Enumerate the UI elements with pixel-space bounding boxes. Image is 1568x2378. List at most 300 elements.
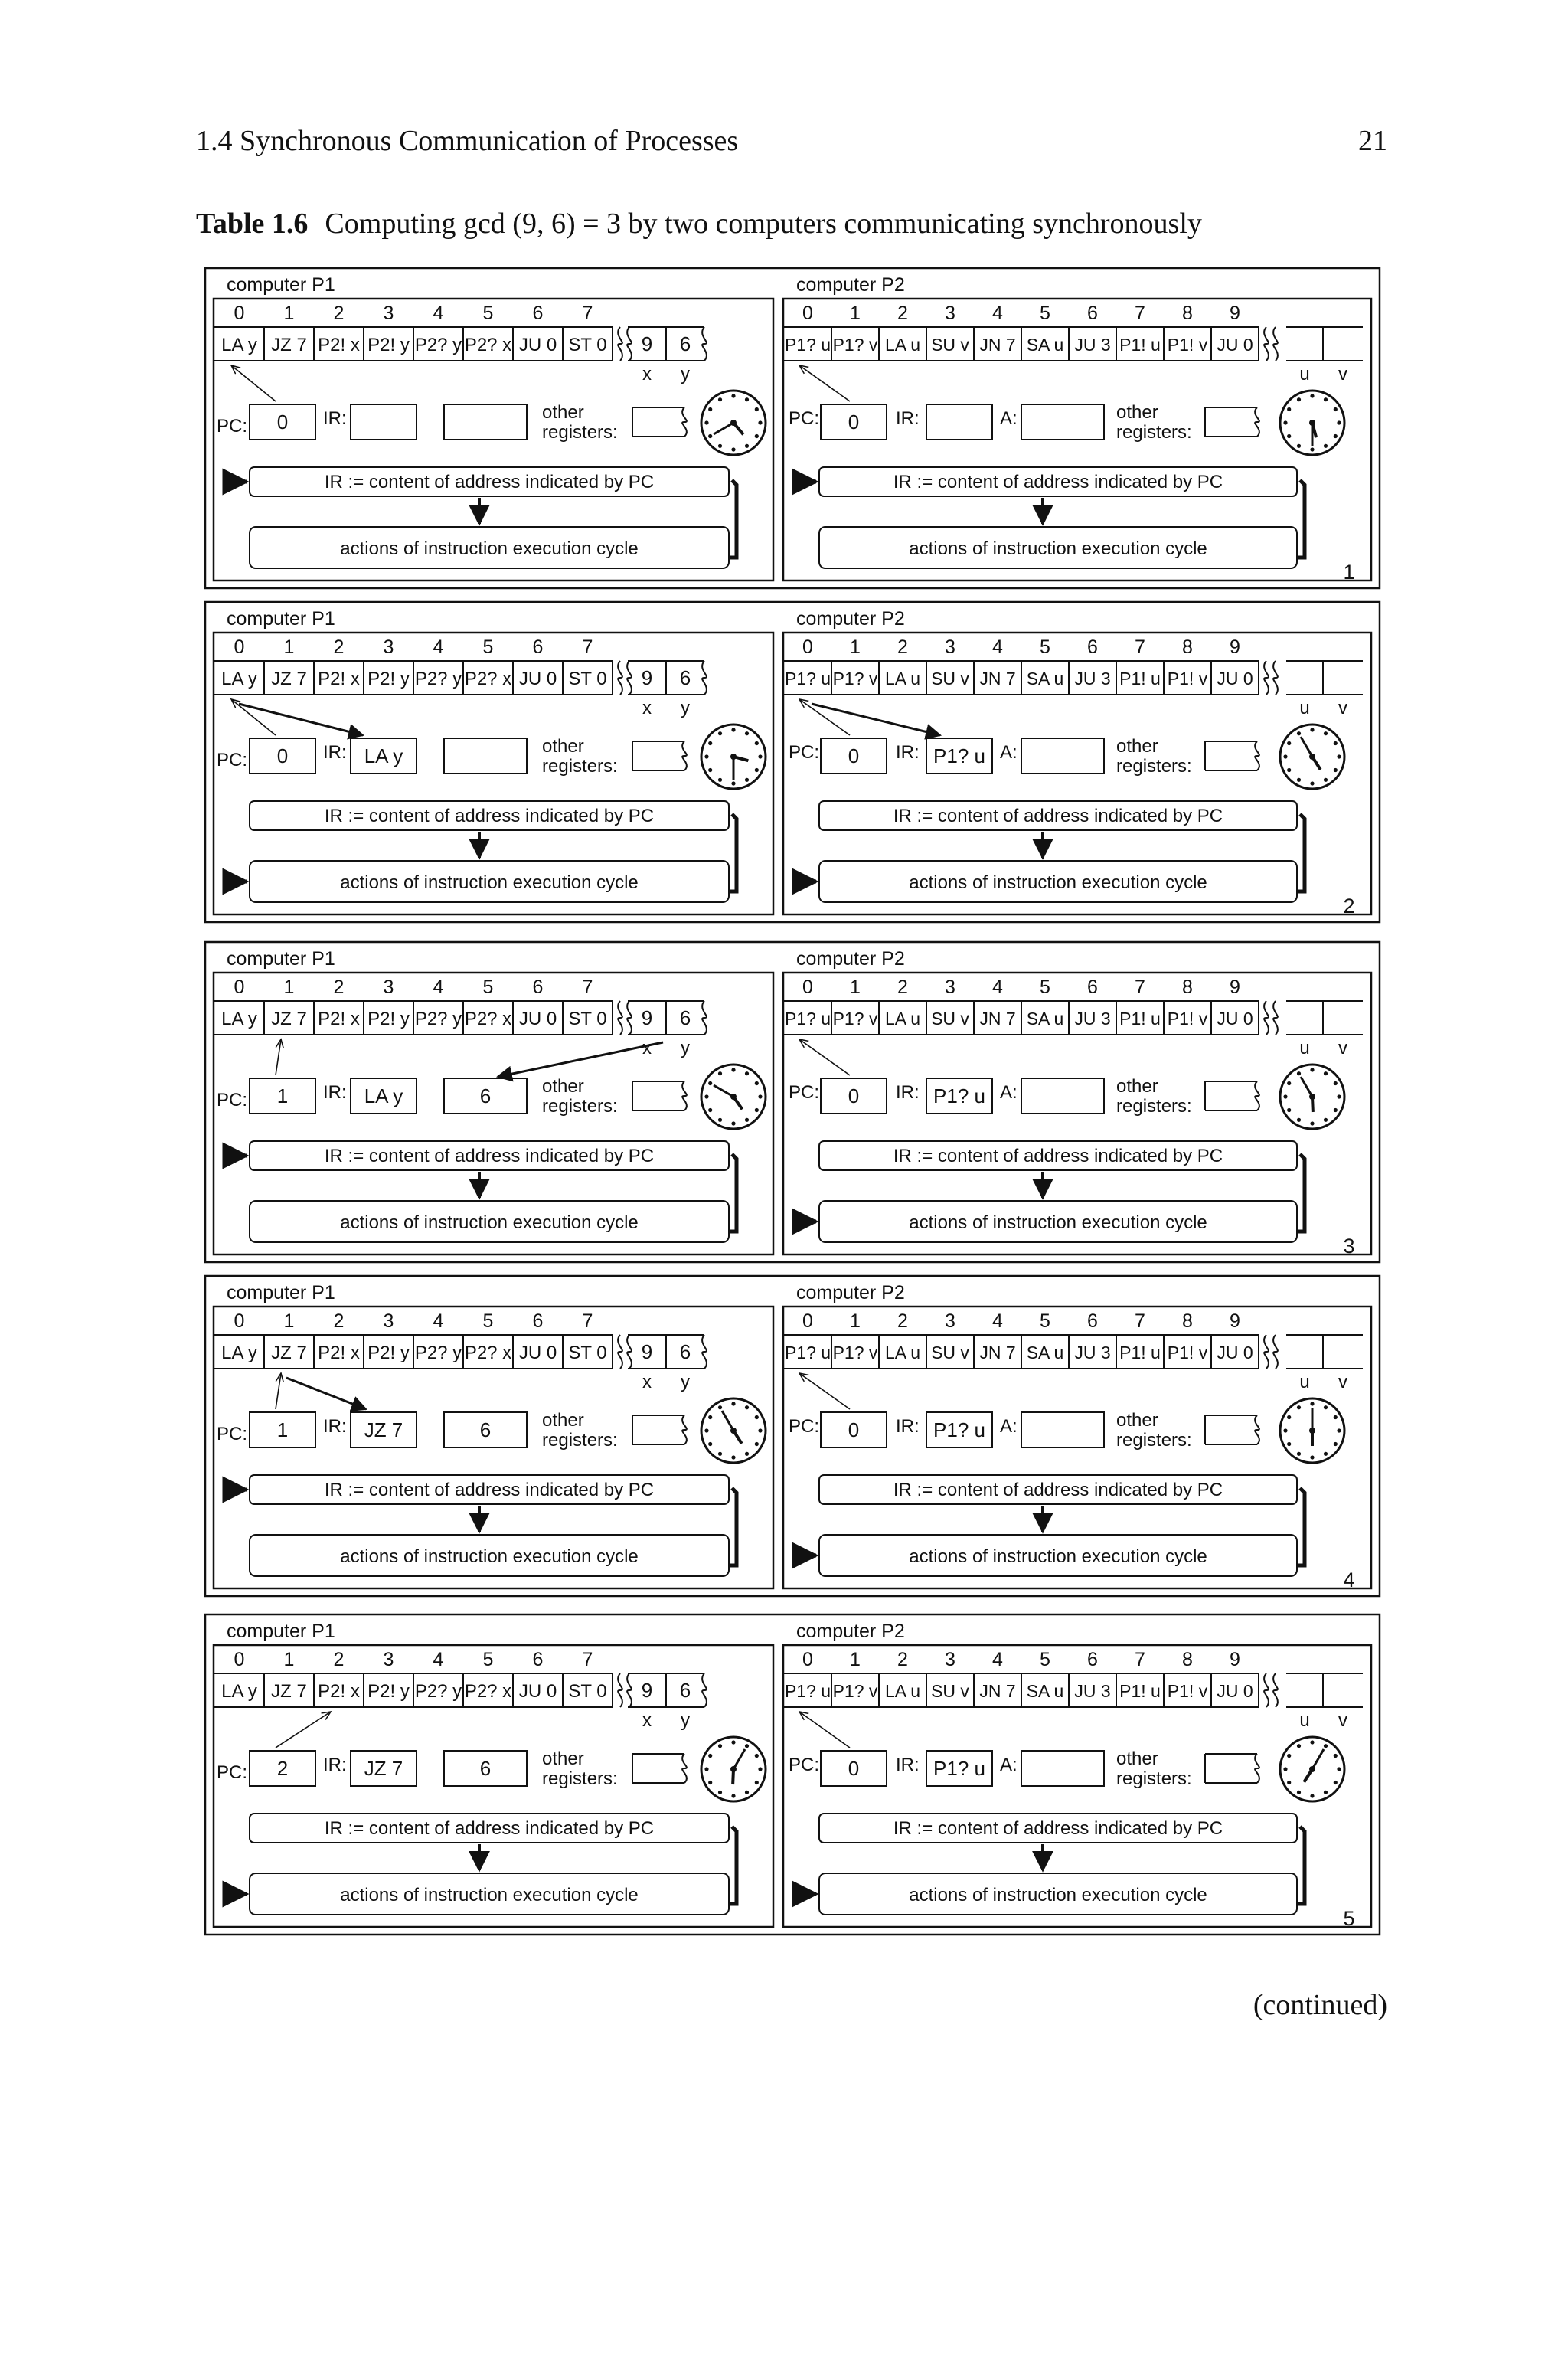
p2-ir-label: IR:	[896, 1082, 920, 1103]
p1-clock-icon	[701, 391, 766, 455]
p2-clock-icon	[1280, 1065, 1344, 1129]
p1-memory-cell: P2? y	[414, 669, 462, 689]
computer-p1-panel	[214, 608, 773, 914]
p1-loop-back-arrow	[729, 1154, 737, 1232]
p1-memory-cell: JU 0	[518, 1681, 557, 1702]
clock-tick	[718, 1118, 722, 1122]
clock-tick	[708, 1108, 712, 1112]
p2-pc-label: PC:	[789, 1416, 820, 1437]
p1-loop-back-arrow	[729, 480, 737, 558]
p2-memory-break	[1264, 1335, 1269, 1369]
p2-ir-value: P1? u	[933, 1084, 985, 1107]
p2-other-registers-box	[1205, 1415, 1257, 1444]
step-3	[205, 942, 1380, 1262]
p2-address-label: 2	[897, 1649, 908, 1670]
p2-memory-cell: P1! v	[1167, 1343, 1208, 1362]
clock-tick	[1283, 754, 1287, 758]
p2-pc-value: 0	[848, 1418, 860, 1441]
p2-memory-cell: P1? v	[832, 1009, 878, 1029]
clock-tick	[1334, 768, 1338, 772]
clock-tick	[1310, 728, 1314, 731]
p2-address-label: 4	[992, 636, 1003, 658]
clock-tick	[708, 407, 712, 411]
clock-tick	[1287, 1781, 1291, 1784]
p1-memory-cell: ST 0	[568, 1681, 607, 1702]
computer-p1-title: computer P1	[227, 1621, 335, 1642]
p1-memory-break	[627, 661, 632, 695]
clock-tick	[1337, 1094, 1341, 1098]
p2-pc-value: 0	[848, 744, 860, 767]
p2-memory-cell: LA u	[884, 1681, 921, 1701]
p2-other-registers-box	[1205, 1081, 1257, 1110]
p2-memory-cell: P1! v	[1167, 669, 1208, 689]
p1-other-registers-break	[682, 1754, 687, 1783]
p2-address-label: 5	[1040, 976, 1050, 998]
p2-memory-cell: P1? v	[832, 1681, 878, 1701]
p2-other-label: other	[1116, 1410, 1158, 1431]
clock-center	[1309, 1094, 1315, 1100]
p2-address-label: 6	[1087, 1649, 1098, 1670]
step-number: 1	[1343, 561, 1355, 584]
clock-tick	[745, 1405, 749, 1409]
clock-tick	[1334, 1081, 1338, 1085]
p1-other-registers-break	[682, 1415, 687, 1444]
p1-memory-break	[627, 327, 632, 361]
p1-memory-cell: LA y	[221, 1343, 257, 1363]
p1-accumulator-value: 6	[479, 1084, 492, 1107]
p2-address-label: 8	[1182, 1310, 1193, 1332]
step-2	[205, 602, 1380, 922]
clock-tick	[745, 1791, 749, 1794]
p1-memory-break	[618, 1001, 622, 1035]
p1-pc-pointer-arrow	[276, 1712, 331, 1748]
p1-memory-cell: P2? x	[464, 1009, 512, 1029]
p2-memory-cell: P1? u	[784, 1681, 831, 1701]
computer-p1-panel	[214, 1621, 773, 1927]
p1-memory-cell: P2! x	[318, 669, 360, 689]
p1-memory-break	[618, 1335, 622, 1369]
step-5	[205, 1614, 1380, 1935]
clock-tick	[758, 420, 762, 424]
p1-memory-break	[627, 1001, 632, 1035]
p2-address-label: 0	[802, 976, 813, 998]
clock-tick	[1287, 1081, 1291, 1085]
clock-tick	[745, 1118, 749, 1122]
p1-fetch-arrow	[239, 704, 363, 735]
clock-tick	[1287, 1442, 1291, 1446]
clock-tick	[1334, 1781, 1338, 1784]
p1-memory-cell: P2! y	[368, 1681, 410, 1702]
p2-loop-back-arrow	[1297, 1154, 1305, 1232]
p1-address-label: 0	[234, 636, 245, 658]
p1-address-label: 6	[532, 303, 544, 324]
p2-address-label: 0	[802, 1310, 813, 1332]
step-4	[205, 1276, 1380, 1596]
p2-fetch-arrow	[812, 704, 940, 735]
table-label: Table 1.6	[196, 208, 309, 240]
p1-ir-label: IR:	[323, 1416, 347, 1437]
p2-pc-pointer-arrow	[799, 699, 850, 735]
p2-memory-cell: JU 0	[1217, 1681, 1253, 1701]
p1-ir-label: IR:	[323, 1082, 347, 1103]
p2-memory-cell: SA u	[1026, 1343, 1064, 1362]
p2-fetch-text: IR := content of address indicated by PC	[893, 806, 1223, 826]
clock-tick	[755, 1781, 759, 1784]
p1-ir-value: LA y	[364, 744, 403, 767]
clock-center	[1309, 420, 1315, 426]
p2-other-registers-box	[1205, 407, 1257, 437]
clock-tick	[1287, 1754, 1291, 1758]
p1-memory-cell: LA y	[221, 669, 257, 689]
p1-memory-cell: JZ 7	[271, 1681, 307, 1702]
p1-fetch-text: IR := content of address indicated by PC	[324, 1146, 655, 1166]
p1-address-label: 5	[482, 303, 494, 324]
clock-tick	[1310, 1121, 1314, 1125]
p2-memory-cell: P1? v	[832, 1343, 878, 1362]
p1-memory-cell: JZ 7	[271, 1343, 307, 1363]
clock-tick	[718, 444, 722, 448]
p2-memory-cell: JU 3	[1074, 335, 1111, 355]
p2-ir-value: P1? u	[933, 1757, 985, 1780]
p1-address-label: 2	[333, 976, 345, 998]
p1-memory-cell: JU 0	[518, 1009, 557, 1029]
p2-memory-break	[1264, 661, 1269, 695]
clock-tick	[1283, 1767, 1287, 1771]
p1-execute-text: actions of instruction execution cycle	[340, 1546, 639, 1567]
p2-memory-break	[1273, 327, 1278, 361]
p1-memory-cell: ST 0	[568, 1009, 607, 1029]
p1-ir-value: LA y	[364, 1084, 403, 1107]
clock-tick	[1334, 434, 1338, 438]
p2-memory-cell: JU 0	[1217, 1343, 1253, 1362]
clock-tick	[1324, 778, 1328, 782]
clock-tick	[731, 1455, 735, 1459]
p1-x-label: x	[642, 1372, 652, 1392]
p1-y-label: y	[681, 698, 690, 718]
p2-memory-cell: LA u	[884, 1009, 921, 1029]
clock-tick	[1334, 1754, 1338, 1758]
p2-memory-cell: JU 0	[1217, 1009, 1253, 1029]
computer-p2-title: computer P2	[796, 1282, 905, 1303]
p2-a-label: A:	[1000, 1082, 1018, 1103]
clock-center	[730, 1094, 737, 1100]
clock-tick	[1324, 444, 1328, 448]
p2-pc-pointer-arrow	[799, 1712, 850, 1748]
computer-p2-title: computer P2	[796, 1621, 905, 1642]
p2-memory-cell: LA u	[884, 669, 921, 689]
p2-address-label: 4	[992, 303, 1003, 324]
p2-memory-cell: P1? u	[784, 335, 831, 355]
clock-tick	[1297, 1405, 1301, 1409]
p2-memory-break	[1273, 661, 1278, 695]
clock-tick	[1324, 1452, 1328, 1456]
p2-memory-cell: SA u	[1026, 335, 1064, 355]
p1-memory-cell: P2? x	[464, 669, 512, 689]
p2-loop-back-arrow	[1297, 1827, 1305, 1904]
computer-p2-panel	[783, 948, 1371, 1254]
clock-tick	[708, 768, 712, 772]
clock-tick	[704, 1767, 708, 1771]
p2-address-label: 1	[850, 976, 861, 998]
clock-tick	[718, 1452, 722, 1456]
clock-tick	[1324, 397, 1328, 401]
clock-tick	[745, 731, 749, 735]
p2-memory-cell: JU 3	[1074, 1681, 1111, 1701]
p1-memory-cell: LA y	[221, 1681, 257, 1702]
p1-other-label: other	[542, 1748, 584, 1769]
p2-memory-break	[1264, 1001, 1269, 1035]
p2-memory-break	[1264, 1673, 1269, 1707]
p1-data-break	[702, 1001, 707, 1035]
p2-a-register	[1021, 1078, 1104, 1114]
p1-x-value: 9	[641, 1340, 653, 1363]
clock-tick	[745, 1744, 749, 1748]
p2-memory-break	[1264, 327, 1269, 361]
p1-memory-cell: P2! x	[318, 335, 360, 355]
p1-address-label: 1	[283, 1649, 295, 1670]
clock-tick	[1310, 1402, 1314, 1405]
p1-address-label: 4	[433, 636, 444, 658]
computer-p2-panel	[783, 1282, 1371, 1588]
computer-p1-panel	[214, 1282, 773, 1588]
p1-address-label: 3	[383, 636, 394, 658]
clock-tick	[1324, 1405, 1328, 1409]
clock-tick	[755, 407, 759, 411]
clock-tick	[1297, 778, 1301, 782]
p1-memory-cell: LA y	[221, 335, 257, 355]
p1-fetch-text: IR := content of address indicated by PC	[324, 1818, 655, 1839]
p2-a-register	[1021, 738, 1104, 774]
p2-memory-cell: P1! u	[1119, 1681, 1161, 1701]
p1-x-label: x	[642, 1038, 652, 1058]
step-number: 2	[1343, 895, 1355, 918]
p1-memory-cell: ST 0	[568, 1343, 607, 1363]
p2-other-registers-break	[1255, 1754, 1259, 1783]
p2-clock-icon	[1280, 1737, 1344, 1801]
p2-v-label: v	[1338, 1038, 1348, 1058]
clock-tick	[1324, 1071, 1328, 1075]
clock-tick	[1283, 420, 1287, 424]
p2-address-label: 2	[897, 1310, 908, 1332]
clock-tick	[1310, 1068, 1314, 1071]
p1-registers-label: registers:	[542, 1096, 618, 1117]
clock-tick	[755, 1415, 759, 1419]
clock-center	[730, 1428, 737, 1434]
p1-y-value: 6	[679, 1340, 691, 1363]
p2-pc-pointer-arrow	[799, 1373, 850, 1409]
clock-tick	[755, 768, 759, 772]
p1-pc-pointer-arrow	[276, 1373, 281, 1409]
p2-memory-cell: P1? u	[784, 1343, 831, 1362]
p1-address-label: 5	[482, 976, 494, 998]
clock-tick	[731, 1794, 735, 1797]
p1-address-label: 6	[532, 1649, 544, 1670]
p1-address-label: 7	[582, 636, 593, 658]
p2-address-label: 6	[1087, 976, 1098, 998]
clock-tick	[731, 1068, 735, 1071]
clock-tick	[1334, 1442, 1338, 1446]
p1-pc-value: 1	[276, 1084, 289, 1107]
clock-tick	[745, 778, 749, 782]
p2-other-registers-break	[1255, 1081, 1259, 1110]
p2-address-label: 6	[1087, 303, 1098, 324]
clock-tick	[755, 434, 759, 438]
p1-memory-cell: P2! x	[318, 1343, 360, 1363]
p2-address-label: 5	[1040, 1649, 1050, 1670]
clock-minute-hand	[733, 1749, 745, 1769]
p2-memory-cell: LA u	[884, 335, 921, 355]
p1-address-label: 2	[333, 1310, 345, 1332]
p2-registers-label: registers:	[1116, 756, 1192, 777]
p2-memory-break	[1273, 1673, 1278, 1707]
p2-address-label: 1	[850, 303, 861, 324]
computer-p1-title: computer P1	[227, 1282, 335, 1303]
clock-tick	[1297, 1071, 1301, 1075]
p2-execute-text: actions of instruction execution cycle	[909, 1885, 1207, 1905]
p1-pc-pointer-arrow	[276, 1039, 281, 1075]
clock-tick	[1337, 1428, 1341, 1432]
p1-memory-cell: JU 0	[518, 335, 557, 355]
p2-address-label: 1	[850, 1310, 861, 1332]
p2-u-label: u	[1299, 1710, 1310, 1731]
p1-address-label: 3	[383, 976, 394, 998]
p1-fetch-text: IR := content of address indicated by PC	[324, 472, 655, 492]
clock-tick	[731, 781, 735, 785]
p2-pc-label: PC:	[789, 408, 820, 429]
p1-accumulator-register	[444, 738, 527, 774]
p2-address-label: 4	[992, 1649, 1003, 1670]
p2-memory-cell: P1? u	[784, 1009, 831, 1029]
p2-address-label: 9	[1230, 1649, 1240, 1670]
computer-p1-panel	[214, 948, 773, 1254]
p2-pc-pointer-arrow	[799, 365, 850, 401]
p2-memory-cell: SA u	[1026, 669, 1064, 689]
p1-address-label: 4	[433, 1310, 444, 1332]
p2-address-label: 1	[850, 636, 861, 658]
p2-address-label: 7	[1135, 1310, 1145, 1332]
p1-other-registers-box	[632, 1081, 684, 1110]
p2-memory-cell: JN 7	[979, 1009, 1016, 1029]
clock-tick	[1310, 1794, 1314, 1797]
p1-memory-cell: P2? x	[464, 335, 512, 355]
p1-address-label: 0	[234, 976, 245, 998]
p1-loop-back-arrow	[729, 814, 737, 891]
p2-v-label: v	[1338, 1372, 1348, 1392]
clock-tick	[1337, 754, 1341, 758]
clock-tick	[1324, 1791, 1328, 1794]
p1-address-label: 7	[582, 303, 593, 324]
clock-tick	[718, 1071, 722, 1075]
p2-other-label: other	[1116, 736, 1158, 757]
p2-loop-back-arrow	[1297, 814, 1305, 891]
clock-tick	[704, 1094, 708, 1098]
continued-note: (continued)	[1253, 1989, 1387, 2021]
clock-tick	[745, 1071, 749, 1075]
p2-ir-value: P1? u	[933, 1418, 985, 1441]
clock-tick	[704, 1428, 708, 1432]
p1-memory-cell: P2! x	[318, 1009, 360, 1029]
p1-ir-label: IR:	[323, 742, 347, 763]
clock-tick	[1310, 1740, 1314, 1744]
p2-memory-cell: JU 0	[1217, 335, 1253, 355]
p1-registers-label: registers:	[542, 1430, 618, 1451]
p2-address-label: 3	[945, 636, 956, 658]
p2-execute-text: actions of instruction execution cycle	[909, 1546, 1207, 1567]
p2-address-label: 0	[802, 636, 813, 658]
p2-ir-label: IR:	[896, 742, 920, 763]
p1-pc-label: PC:	[217, 750, 248, 770]
p2-pc-label: PC:	[789, 742, 820, 763]
p2-u-label: u	[1299, 1372, 1310, 1392]
p1-other-label: other	[542, 1076, 584, 1097]
p2-memory-cell: SU v	[931, 1343, 969, 1362]
p1-loop-back-arrow	[729, 1488, 737, 1565]
p1-data-break	[702, 327, 707, 361]
p2-fetch-text: IR := content of address indicated by PC	[893, 472, 1223, 492]
p2-memory-cell: JN 7	[979, 335, 1016, 355]
clock-tick	[1297, 1744, 1301, 1748]
p2-execute-text: actions of instruction execution cycle	[909, 1212, 1207, 1233]
p1-memory-cell: ST 0	[568, 669, 607, 689]
p2-memory-cell: P1? u	[784, 669, 831, 689]
p2-a-register	[1021, 1751, 1104, 1786]
p1-registers-label: registers:	[542, 422, 618, 443]
p1-memory-cell: JZ 7	[271, 669, 307, 689]
p1-other-registers-break	[682, 1081, 687, 1110]
clock-tick	[1337, 1767, 1341, 1771]
p2-a-label: A:	[1000, 1416, 1018, 1437]
p1-y-value: 6	[679, 666, 691, 689]
p2-memory-cell: P1! u	[1119, 335, 1161, 355]
p2-pc-value: 0	[848, 1084, 860, 1107]
clock-tick	[1297, 1452, 1301, 1456]
clock-tick	[1324, 731, 1328, 735]
p1-load-arrow	[498, 1042, 663, 1077]
clock-tick	[1324, 1118, 1328, 1122]
p2-memory-cell: P1! v	[1167, 335, 1208, 355]
p2-fetch-text: IR := content of address indicated by PC	[893, 1146, 1223, 1166]
p1-ir-value: JZ 7	[364, 1757, 403, 1780]
clock-tick	[1287, 741, 1291, 745]
clock-tick	[1334, 741, 1338, 745]
p1-memory-cell: JU 0	[518, 669, 557, 689]
p1-address-label: 1	[283, 1310, 295, 1332]
p1-address-label: 6	[532, 976, 544, 998]
clock-tick	[1310, 1455, 1314, 1459]
clock-tick	[1334, 407, 1338, 411]
p2-other-registers-box	[1205, 1754, 1257, 1783]
p1-memory-break	[627, 1335, 632, 1369]
p1-address-label: 3	[383, 303, 394, 324]
p1-y-label: y	[681, 1710, 690, 1731]
computer-p1-title: computer P1	[227, 274, 335, 296]
p1-other-label: other	[542, 402, 584, 423]
p2-address-label: 9	[1230, 303, 1240, 324]
p1-memory-cell: P2! y	[368, 335, 410, 355]
clock-tick	[731, 1121, 735, 1125]
p2-memory-cell: SU v	[931, 1009, 969, 1029]
p1-y-value: 6	[679, 332, 691, 355]
p1-other-registers-break	[682, 741, 687, 770]
p2-address-label: 1	[850, 1649, 861, 1670]
clock-tick	[704, 420, 708, 424]
p1-address-label: 0	[234, 1310, 245, 1332]
p1-execute-text: actions of instruction execution cycle	[340, 538, 639, 559]
p1-other-registers-box	[632, 1754, 684, 1783]
p1-pc-pointer-arrow	[231, 699, 276, 735]
p1-x-label: x	[642, 1710, 652, 1731]
clock-tick	[731, 1740, 735, 1744]
